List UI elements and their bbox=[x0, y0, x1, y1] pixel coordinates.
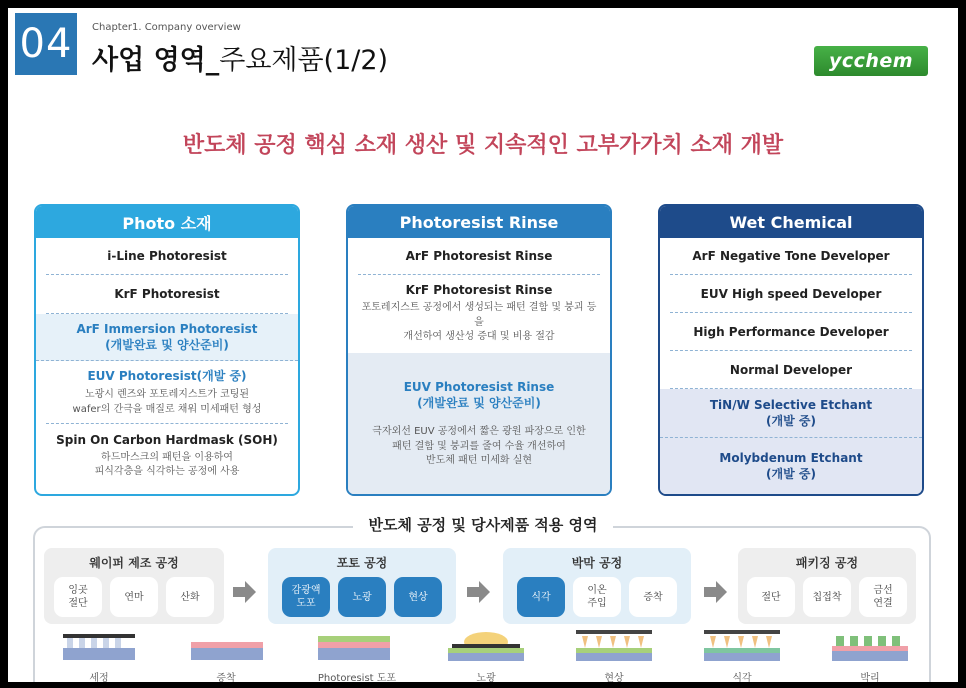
product-item bbox=[358, 238, 600, 275]
product-description: 하드마스크의 패턴을 이용하여 피식각층을 식각하는 공정에 사용 bbox=[94, 451, 240, 477]
product-description: 포토레지스트 공정에서 생성되는 패턴 결함 및 붕괴 등을 개선하여 생산성 증대 및 비용 절감 bbox=[361, 302, 597, 343]
product-item bbox=[46, 238, 288, 275]
product-name: ArF Immersion Photoresist (개발완료 및 양산준비) bbox=[76, 321, 258, 352]
stage-name: 포토 공정 bbox=[336, 556, 388, 570]
process-step: 연마 bbox=[110, 577, 158, 617]
process-label-exposure: 노광 bbox=[476, 673, 496, 682]
etching-illustration bbox=[704, 630, 780, 662]
product-description: 극자외선 EUV 공정에서 짧은 광원 파장으로 인한 패턴 결함 및 붕괴를 줄여 수율 개선하여 반도체 패턴 미세화 실현 bbox=[372, 426, 586, 467]
product-name: Normal Developer bbox=[729, 362, 853, 377]
page-title-bold: 사업 영역_ bbox=[92, 45, 220, 76]
slide bbox=[8, 8, 958, 682]
product-name: ArF Negative Tone Developer bbox=[692, 249, 890, 263]
product-item bbox=[348, 353, 610, 495]
arrow-right-icon bbox=[233, 580, 257, 604]
stage-name: 웨이퍼 제조 공정 bbox=[89, 556, 179, 570]
product-name: i-Line Photoresist bbox=[107, 249, 227, 263]
process-step: 잉곳 절단 bbox=[54, 577, 102, 617]
column-wet-chemical bbox=[658, 204, 924, 496]
process-flow-title bbox=[8, 514, 958, 535]
process-step: 칩접착 bbox=[803, 577, 851, 617]
product-item bbox=[670, 238, 912, 275]
chapter-subtitle: Chapter1. Company overview bbox=[92, 22, 241, 33]
process-step: 절단 bbox=[747, 577, 795, 617]
product-name: KrF Photoresist Rinse bbox=[405, 283, 553, 298]
stage-name: 패키징 공정 bbox=[795, 556, 859, 570]
wafer-cleaning-illustration bbox=[63, 630, 135, 662]
product-name: TiN/W Selective Etchant (개발 중) bbox=[709, 397, 873, 428]
stage-name: 박막 공정 bbox=[571, 556, 623, 570]
development-illustration bbox=[576, 630, 652, 662]
product-item bbox=[660, 389, 922, 438]
page-title-light: 주요제품(1/2) bbox=[219, 45, 389, 76]
product-item bbox=[358, 275, 600, 353]
product-name: ArF Photoresist Rinse bbox=[405, 249, 553, 263]
column-wet-header: Wet Chemical bbox=[660, 206, 922, 238]
process-step: 식각 bbox=[517, 577, 565, 617]
process-step: 증착 bbox=[629, 577, 677, 617]
chapter-number: 04 bbox=[15, 13, 77, 75]
product-item bbox=[46, 424, 288, 488]
product-item bbox=[46, 361, 288, 424]
process-step: 감광액 도포 bbox=[282, 577, 330, 617]
process-label-etching: 식각 bbox=[732, 673, 752, 682]
product-item bbox=[670, 351, 912, 389]
stage-thin-film bbox=[503, 548, 691, 624]
headline: 반도체 공정 핵심 소재 생산 및 지속적인 고부가가치 소재 개발 bbox=[182, 133, 784, 158]
process-step: 노광 bbox=[338, 577, 386, 617]
product-name: Molybdenum Etchant (개발 중) bbox=[719, 450, 863, 481]
product-name: EUV Photoresist Rinse (개발완료 및 양산준비) bbox=[403, 380, 555, 411]
process-step: 현상 bbox=[394, 577, 442, 617]
product-item bbox=[660, 438, 922, 494]
photoresist-coating-illustration bbox=[318, 630, 390, 662]
product-name: EUV Photoresist(개발 중) bbox=[87, 369, 247, 383]
product-item bbox=[670, 313, 912, 351]
process-label-deposition: 증착 bbox=[216, 673, 236, 682]
product-item bbox=[36, 314, 298, 361]
product-name: High Performance Developer bbox=[693, 324, 889, 339]
column-photoresist-rinse bbox=[346, 204, 612, 496]
deposition-illustration bbox=[191, 630, 263, 662]
product-name: EUV High speed Developer bbox=[700, 286, 882, 301]
process-step: 금선 연결 bbox=[859, 577, 907, 617]
arrow-right-icon bbox=[704, 580, 728, 604]
column-rinse-header: Photoresist Rinse bbox=[348, 206, 610, 238]
process-step: 산화 bbox=[166, 577, 214, 617]
exposure-illustration bbox=[448, 630, 524, 662]
process-flow-title-text: 반도체 공정 및 당사제품 적용 영역 bbox=[353, 516, 614, 534]
company-logo: ycchem bbox=[814, 46, 928, 76]
product-description: 노광시 렌즈와 포토레지스트가 코팅된 wafer의 간극을 매질로 채워 미세패턴 형성 bbox=[72, 389, 262, 415]
stripping-illustration bbox=[832, 630, 908, 662]
stage-photo bbox=[268, 548, 456, 624]
arrow-right-icon bbox=[467, 580, 491, 604]
column-photo bbox=[34, 204, 300, 496]
product-name: Spin On Carbon Hardmask (SOH) bbox=[56, 432, 278, 447]
stage-wafer bbox=[44, 548, 224, 624]
stage-packaging bbox=[738, 548, 916, 624]
process-label-pr-coating: Photoresist 도포 bbox=[317, 673, 397, 682]
process-label-development: 현상 bbox=[604, 673, 624, 682]
product-name: KrF Photoresist bbox=[114, 287, 220, 301]
column-photo-header: Photo 소재 bbox=[36, 206, 298, 238]
page-title bbox=[92, 38, 388, 77]
product-item bbox=[670, 275, 912, 313]
process-label-stripping: 박리 bbox=[860, 673, 880, 682]
process-step: 이온 주입 bbox=[573, 577, 621, 617]
product-item bbox=[46, 275, 288, 314]
process-label-cleaning: 세정 bbox=[89, 673, 109, 682]
